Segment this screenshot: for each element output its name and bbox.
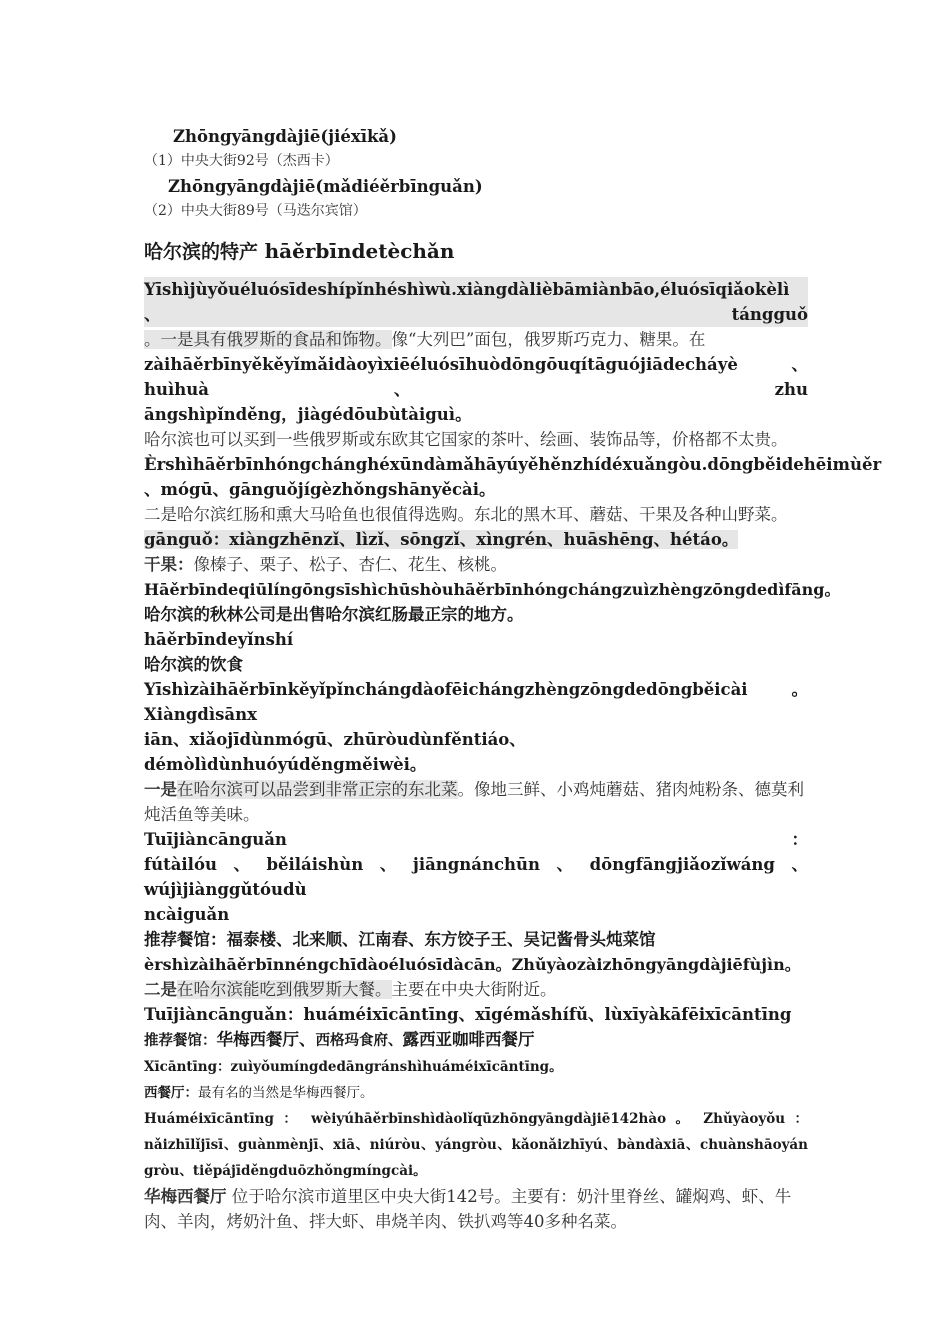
western-restaurant-pinyin: Xīcāntīng：zuìyǒumíngdedāngránshìhuáméixīcāntīng。 [144,1059,563,1075]
food-2-chinese-highlight: 在哈尔滨能吃到俄罗斯大餐。 [177,980,392,999]
western-restaurant-text: 最有名的当然是华梅西餐厅。 [198,1085,374,1101]
specialty-1-chinese [144,327,808,352]
food-1-pinyin-line1: Yīshìzàihāěrbīnkěyǐpǐnchángdàofēichángzhèngzōngdedōngběicài。Xiàngdìsānx [144,680,808,724]
huamei-chinese [144,1184,808,1234]
recommend-2-luxiya: 露西亚咖啡西餐厅 [402,1030,535,1049]
specialty-2-chinese: 哈尔滨也可以买到一些俄罗斯或东欧其它国家的茶叶、绘画、装饰品等，价格都不太贵。 [144,430,788,449]
section-title-chinese: 哈尔滨的特产 [144,241,259,263]
food-1-chinese-highlight: 在哈尔滨可以品尝到非常正宗的东北菜 [177,780,458,799]
specialty-3-pinyin-line1: Èrshìhāěrbīnhóngchánghéxūndàmǎhāyúyěhěnzhídéxuǎngòu.dōngběidehēimùěr [144,455,882,474]
western-restaurant-chinese [144,1080,808,1106]
recommend-2-label: 推荐餐馆： [144,1032,217,1049]
specialty-1-pinyin: Yīshìjùyǒuéluósīdeshípǐnhéshìwù.xiàngdàlièbāmiànbāo,éluósīqiǎokèlì 、 tángguǒ [144,277,808,327]
dried-fruit-list: 像榛子、栗子、松子、杏仁、花生、核桃。 [193,555,507,574]
food-1-chinese [144,777,808,827]
address-1-chinese: （1）中央大街92号（杰西卡） [144,153,339,169]
recommend-2-chinese [144,1027,808,1054]
specialty-1-chinese-highlight: 。一是具有俄罗斯的食品和饰物。 [144,330,392,349]
western-restaurant-label: 西餐厅： [144,1085,198,1101]
recommend-2-huamei: 华梅西餐厅、 [216,1030,316,1049]
specialty-1-chinese-rest: 像“大列巴”面包，俄罗斯巧克力、糖果。在 [391,330,706,349]
specialty-3-chinese: 二是哈尔滨红肠和熏大马哈鱼也很值得选购。东北的黑木耳、蘑菇、干果及各种山野菜。 [144,505,788,524]
address-2-chinese: （2）中央大街89号（马迭尔宾馆） [144,203,367,219]
food-1-pinyin-line2: iān、xiǎojīdùnmógū、zhūròudùnfěntiáo、démòlìdùnhuóyúděngměiwèi。 [144,730,526,774]
specialty-3-pinyin-line2: 、mógū、gānguǒjígèzhǒngshānyěcài。 [144,480,496,499]
specialty-2-pinyin-line2: āngshìpǐnděng，jiàgédōubùtàiguì。 [144,405,472,424]
food-heading-chinese: 哈尔滨的饮食 [144,655,243,674]
huamei-label: 华梅西餐厅 [144,1187,227,1206]
dried-fruit-chinese [144,552,808,577]
food-2-pinyin: èrshìzàihāěrbīnnéngchīdàoéluósīdàcān。Zhǔyàozàizhōngyāngdàjiēfùjìn。 [144,955,801,974]
huamei-text: 位于哈尔滨市道里区中央大街142号。主要有：奶汁里脊丝、罐焖鸡、虾、牛肉、羊肉，烤奶汁鱼、拌大虾、串烧羊肉、铁扒鸡等40多种名菜。 [144,1187,792,1231]
address-2-pinyin: Zhōngyāngdàjiē(mǎdiéěrbīnguǎn) [168,177,483,196]
huamei-pinyin-line2: nǎizhīlǐjīsī、guànmènjī、xiā、niúròu、yángròu、kǎonǎizhīyú、bàndàxiā、chuànshāoyán [144,1137,808,1153]
section-title [144,236,808,267]
food-heading-pinyin: hāěrbīndeyǐnshí [144,630,294,649]
food-2-label: 二是 [144,980,177,999]
document-page [144,124,882,1234]
specialty-2-pinyin-line1: zàihāěrbīnyěkěyǐmǎidàoyìxiēéluósīhuòdōngōuqítāguójiādecháyè 、 huìhuà 、 zhu [144,355,808,399]
food-2-chinese [144,977,808,1002]
recommend-1-pinyin-line2: fútàilóu、běiláishùn、jiāngnánchūn、dōngfāngjiǎozǐwáng、wújìjiànggǔtóudù [144,855,808,899]
huamei-pinyin-line1: Huáméixīcāntīng ： wèiyúhāěrbīnshìdàolǐqūzhōngyāngdàjiē142hào 。 Zhǔyàoyǒu ： [144,1111,808,1127]
food-1-chinese-rest: 。像地三鲜、小鸡炖蘑菇、猪肉炖粉条、德莫利炖活鱼等美味。 [144,780,804,824]
qiulin-pinyin: Hāěrbīndeqiūlíngōngsīshìchūshòuhāěrbīnhóngchángzuìzhèngzōngdedìfāng。 [144,580,841,599]
recommend-1-label-pinyin: Tuījiàncānguǎn [144,830,287,849]
address-1-pinyin: Zhōngyāngdàjiē(jiéxīkǎ) [173,127,397,146]
food-2-chinese-rest: 主要在中央大街附近。 [391,980,557,999]
qiulin-chinese: 哈尔滨的秋林公司是出售哈尔滨红肠最正宗的地方。 [144,605,524,624]
recommend-1-colon: ： [791,830,808,849]
recommend-1-pinyin-line1 [144,827,808,852]
recommend-2-xigema: 西格玛食府、 [315,1032,403,1049]
section-title-pinyin: hāěrbīndetèchǎn [264,239,455,263]
dried-fruit-pinyin-text: gānguǒ：xiàngzhēnzǐ、lìzǐ、sōngzǐ、xìngrén、huāshēng、hétáo。 [144,530,739,549]
dried-fruit-label: 干果： [144,555,194,574]
recommend-1-chinese: 推荐餐馆：福泰楼、北来顺、江南春、东方饺子王、吴记酱骨头炖菜馆 [144,930,656,949]
huamei-pinyin-line3: gròu、tiěpájīděngduōzhǒngmíngcài。 [144,1163,427,1179]
recommend-1-pinyin-line3: ncàiguǎn [144,905,230,924]
dried-fruit-pinyin [144,527,808,552]
recommend-2-pinyin: Tuījiàncānguǎn：huáméixīcāntīng、xīgémǎshífǔ、lùxīyàkāfēixīcāntīng [144,1005,792,1024]
food-1-label: 一是 [144,780,177,799]
